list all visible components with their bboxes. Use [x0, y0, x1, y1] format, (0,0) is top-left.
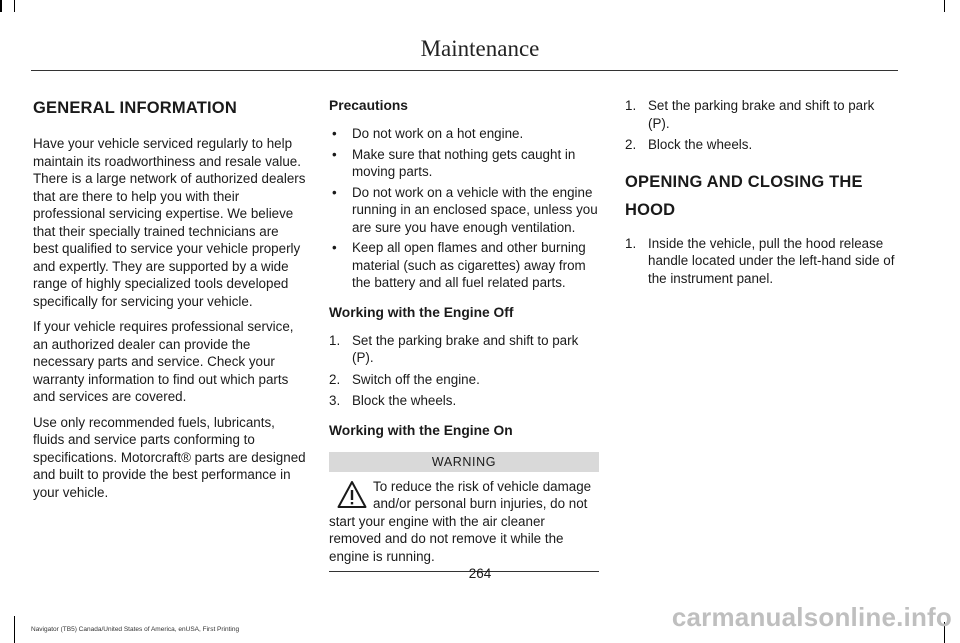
list-item	[625, 136, 897, 154]
list-item	[329, 146, 599, 181]
warning-triangle-icon	[337, 480, 367, 510]
list-item	[625, 235, 897, 288]
hood-heading-line: HOOD	[625, 200, 676, 219]
step-text: Inside the vehicle, pull the hood release handle located under the left-hand side of the instrument panel.	[648, 235, 895, 286]
bullet-icon: •	[332, 146, 337, 162]
engine-off-steps	[329, 332, 599, 410]
step-number: 2.	[329, 371, 341, 387]
engine-on-heading: Working with the Engine On	[329, 422, 513, 438]
warning-text: To reduce the risk of vehicle damage and/or personal burn injuries, do not start your engine with the air cleaner removed and do not remove it while the engine is running.	[329, 478, 592, 564]
step-number: 1.	[625, 98, 637, 113]
warning-box	[329, 452, 599, 573]
precaution-text: Keep all open flames and other burning material (such as cigarettes) away from the battery and all fuel related parts.	[352, 240, 586, 290]
step-text: Set the parking brake and shift to park (P).	[648, 98, 875, 131]
bullet-icon: •	[332, 240, 337, 255]
parking-steps	[625, 97, 897, 154]
crop-mark	[0, 0, 2, 12]
column-general-information	[33, 93, 307, 509]
step-number: 1.	[625, 235, 637, 251]
list-item	[625, 97, 897, 132]
hood-heading-line: OPENING AND CLOSING THE	[625, 172, 863, 191]
step-text: Set the parking brake and shift to park (P).	[352, 332, 579, 365]
general-information-paragraph: If your vehicle requires professional service, an authorized dealer can provide the necessary parts and service. Check your warranty information to find out which parts and services are covered.	[33, 319, 294, 404]
list-item	[329, 125, 599, 143]
crop-mark	[14, 0, 15, 12]
header-rule	[31, 70, 898, 71]
precautions-list	[329, 125, 599, 292]
step-number: 1.	[329, 332, 341, 348]
general-information-paragraph: Have your vehicle serviced regularly to help maintain its roadworthiness and resale value. There is a large network of authorized dealers that are there to help you with their professional servicing expertise. We believe that their specially trained technicians are best qualified to service your vehicle properly and expertly. They are supported by a wide range of highly specialized tools developed specifically for servicing your vehicle.	[33, 136, 306, 309]
precaution-text: Make sure that nothing gets caught in moving parts.	[352, 146, 576, 179]
footer-text: Navigator (TB5) Canada/United States of America, enUSA, First Printing	[31, 626, 240, 633]
step-text: Block the wheels.	[648, 137, 753, 152]
column-precautions	[329, 97, 599, 572]
step-number: 3.	[329, 393, 341, 408]
crop-mark	[14, 616, 15, 643]
list-item	[329, 239, 599, 292]
column-hood	[625, 97, 897, 299]
step-number: 2.	[625, 137, 637, 152]
list-item	[329, 392, 599, 410]
list-item	[329, 184, 599, 237]
hood-heading	[625, 168, 897, 224]
precaution-text: Do not work on a vehicle with the engine running in an enclosed space, unless you are sure you have enough ventilation.	[352, 184, 598, 235]
hood-steps	[625, 235, 897, 288]
step-text: Block the wheels.	[352, 393, 457, 408]
step-text: Switch off the engine.	[352, 371, 480, 387]
list-item	[329, 332, 599, 367]
engine-off-heading: Working with the Engine Off	[329, 304, 514, 320]
page-number: 264	[468, 566, 492, 581]
bullet-icon: •	[332, 126, 337, 141]
precautions-heading: Precautions	[329, 98, 408, 113]
precaution-text: Do not work on a hot engine.	[352, 126, 524, 141]
bullet-icon: •	[332, 184, 337, 200]
list-item	[329, 371, 599, 389]
watermark: carmanualsonline.info	[671, 602, 952, 632]
warning-label: WARNING	[329, 452, 599, 472]
general-information-paragraph: Use only recommended fuels, lubricants, fluids and service parts conforming to specifications. Motorcraft® parts are designed and built to provide the best performance in your vehicle.	[33, 414, 306, 500]
general-information-heading: GENERAL INFORMATION	[33, 99, 237, 117]
crop-mark	[944, 0, 945, 12]
page-header-title: Maintenance	[420, 36, 540, 61]
